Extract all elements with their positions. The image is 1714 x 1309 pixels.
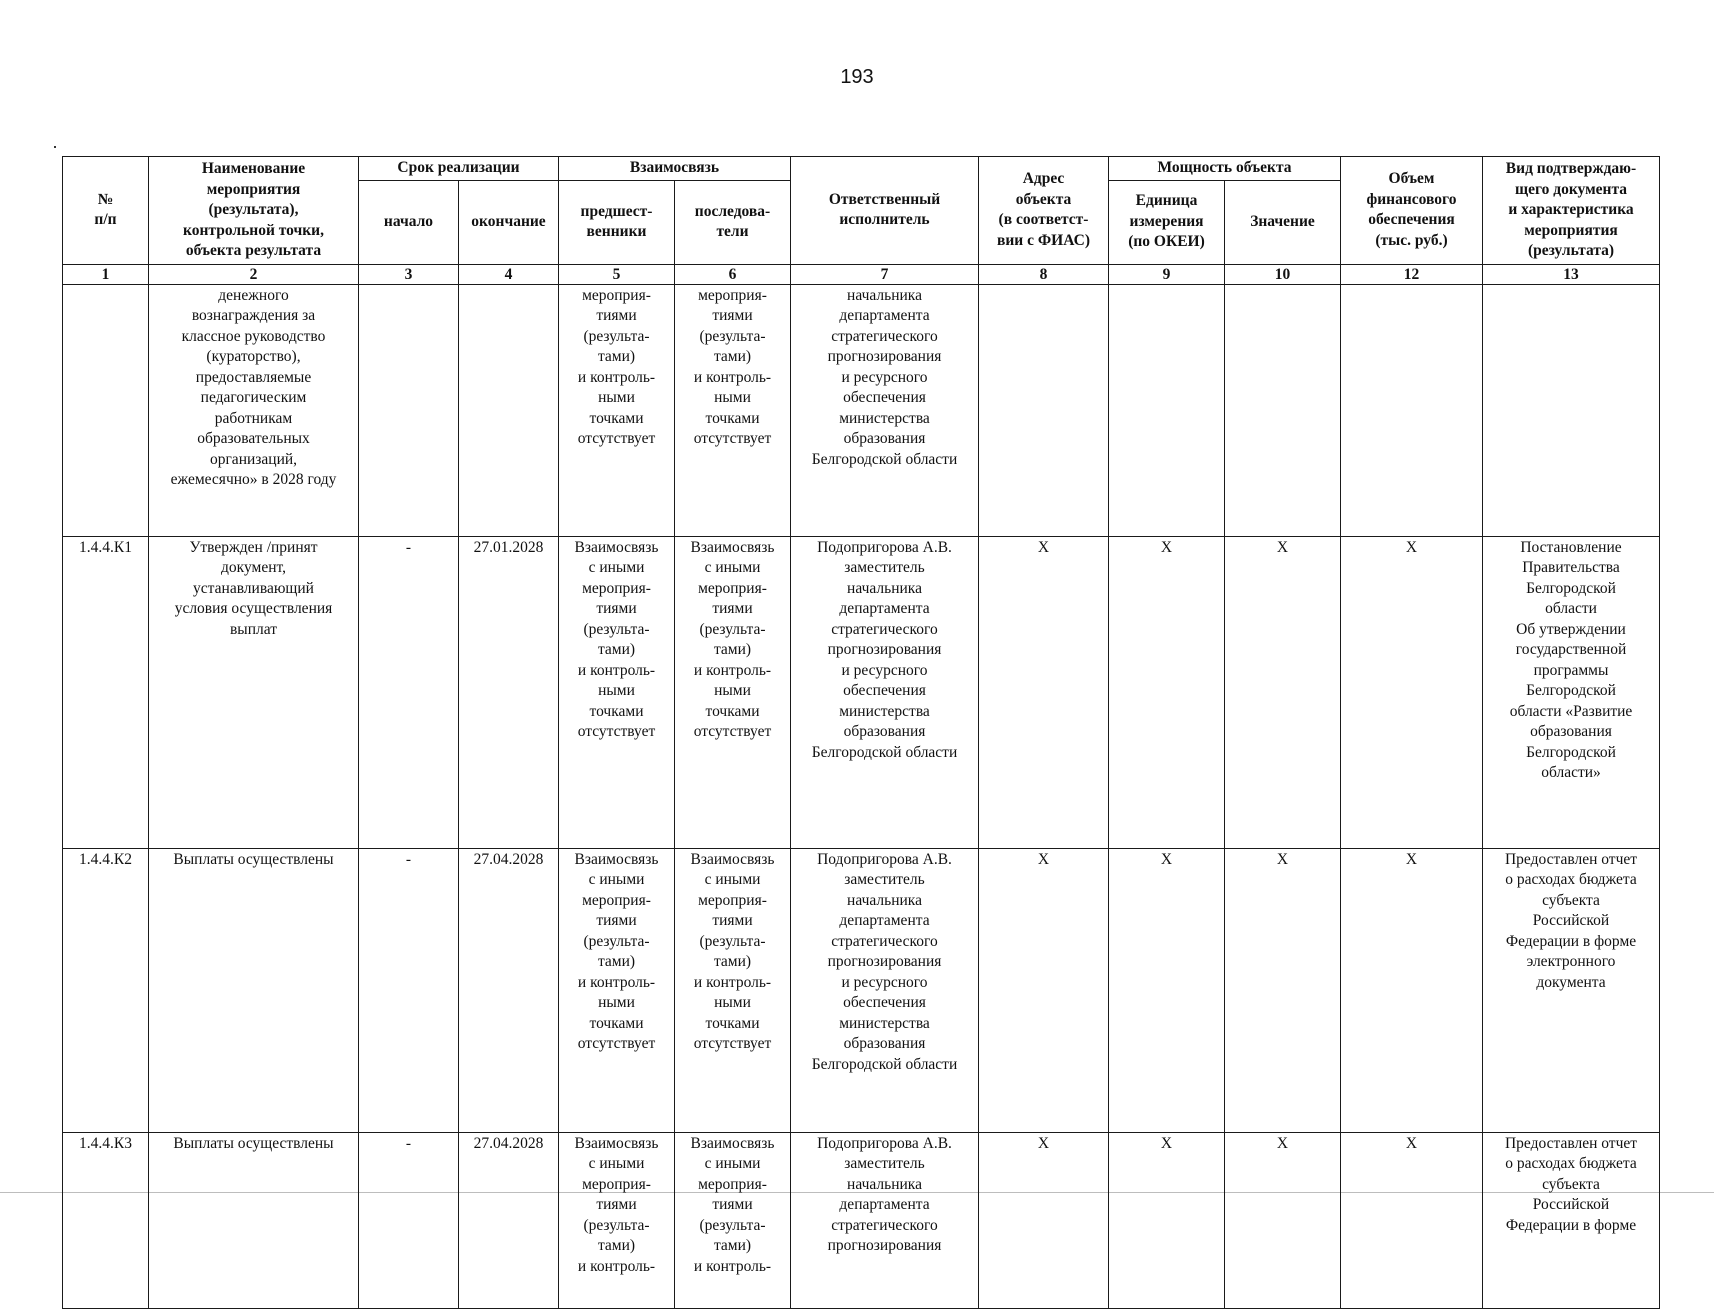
responsible-executor [791, 1132, 979, 1308]
activity-name [149, 1132, 359, 1308]
text-line: субъекта [1542, 1175, 1600, 1193]
text-line: образования [843, 723, 926, 740]
text-line: Белгородской области [811, 743, 958, 761]
text-line: устанавливающий [193, 579, 314, 597]
text-line: тиями [596, 600, 637, 617]
text-line: точками [589, 1014, 644, 1032]
column-number: 5 [559, 264, 675, 284]
table-row [63, 1132, 1660, 1308]
text-line: Белгородской [1526, 579, 1616, 597]
text-line: области [1545, 600, 1597, 617]
text-line: и контроль- [693, 661, 772, 679]
text-line: тами) [597, 641, 636, 658]
header-term-group: Срок реализации [359, 157, 559, 181]
link-predecessors [559, 1132, 675, 1308]
text-line: образования [843, 430, 926, 447]
header-row-1 [63, 157, 1660, 181]
text-line: Федерации в форме [1505, 932, 1637, 950]
finance-volume: Х [1341, 1132, 1483, 1308]
text-line: мероприя- [582, 579, 651, 597]
text-line: и контроль- [577, 973, 656, 991]
text-line: заместитель [844, 1155, 925, 1172]
capacity-value: Х [1225, 536, 1341, 848]
confirming-document [1483, 848, 1660, 1132]
text-line: (результа- [583, 620, 650, 638]
column-number: 4 [459, 264, 559, 284]
table-body [63, 284, 1660, 1308]
text-line: (результа- [583, 1216, 650, 1234]
finance-volume: Х [1341, 536, 1483, 848]
text-line: тиями [596, 307, 637, 324]
link-successors [675, 848, 791, 1132]
text-line: тами) [713, 953, 752, 970]
confirming-document [1483, 1132, 1660, 1308]
page-number: 193 [840, 66, 874, 88]
text-line: и ресурсного [841, 661, 928, 679]
activities-table [62, 156, 1660, 1309]
text-line: отсутствует [577, 723, 656, 740]
responsible-executor [791, 848, 979, 1132]
text-line: области» [1541, 764, 1601, 781]
text-line: Ответственный [828, 190, 941, 208]
object-address: Х [979, 1132, 1109, 1308]
text-line: тами) [597, 348, 636, 365]
header-doc-type [1483, 157, 1660, 265]
text-line: работникам [214, 409, 293, 427]
text-line: (результа- [583, 932, 650, 950]
text-line: обеспечения [843, 682, 926, 699]
text-line: образования [843, 1035, 926, 1052]
object-address [979, 284, 1109, 536]
text-line: Постановление [1520, 538, 1622, 556]
text-line: Предоставлен отчет [1504, 850, 1638, 868]
text-line: (результата) [1527, 242, 1615, 259]
text-line: финансового [1366, 190, 1457, 208]
text-line: Взаимосвязь [690, 1134, 775, 1152]
link-successors [675, 536, 791, 848]
capacity-unit: Х [1109, 536, 1225, 848]
text-line: (результа- [699, 1216, 766, 1234]
text-line: предшест- [580, 202, 653, 220]
text-line: Белгородской области [811, 450, 958, 468]
text-line: с иными [588, 871, 645, 888]
text-line: области «Развитие [1509, 702, 1633, 720]
text-line: и ресурсного [841, 368, 928, 386]
column-number: 9 [1109, 264, 1225, 284]
text-line: государственной [1515, 641, 1627, 658]
text-line: тами) [713, 641, 752, 658]
text-line: ными [598, 389, 635, 406]
text-line: прогнозирования [827, 348, 942, 365]
text-line: организаций, [209, 450, 298, 468]
table-row [63, 284, 1660, 536]
text-line: Выплаты осуществлены [173, 1134, 334, 1152]
table-row [63, 848, 1660, 1132]
column-number: 12 [1341, 264, 1483, 284]
text-line: (кураторство), [206, 348, 301, 365]
text-line: объекта результата [185, 242, 322, 259]
capacity-unit: Х [1109, 1132, 1225, 1308]
text-line: отсутствует [693, 430, 772, 447]
text-line: Выплаты осуществлены [173, 850, 334, 868]
text-line: выплат [229, 620, 277, 638]
column-number: 1 [63, 264, 149, 284]
scan-dot [54, 146, 56, 148]
text-line: обеспечения [843, 389, 926, 406]
text-line: Взаимосвязь [690, 850, 775, 868]
text-line: Вид подтверждаю- [1505, 160, 1637, 177]
row-number: 1.4.4.К1 [63, 536, 149, 848]
text-line: Об утверждении [1516, 620, 1626, 638]
header-term-start: начало [359, 180, 459, 264]
text-line: точками [705, 409, 760, 427]
text-line: вознаграждения за [191, 307, 316, 324]
text-line: Единица [1135, 192, 1198, 210]
text-line: программы [1533, 661, 1609, 679]
term-end: 27.01.2028 [459, 536, 559, 848]
text-line: денежного [218, 286, 289, 304]
text-line: объекта [1015, 190, 1072, 208]
text-line: (результа- [699, 327, 766, 345]
text-line: обеспечения [843, 994, 926, 1011]
text-line: Подопригорова А.В. [817, 850, 952, 868]
column-number: 13 [1483, 264, 1660, 284]
text-line: стратегического [831, 327, 938, 345]
text-line: Федерации в форме [1505, 1216, 1637, 1234]
text-line: вии с ФИАС) [996, 231, 1090, 249]
text-line: и контроль- [577, 1257, 656, 1275]
text-line: тами) [713, 1237, 752, 1254]
row-number: 1.4.4.К3 [63, 1132, 149, 1308]
text-line: Адрес [1022, 170, 1065, 188]
text-line: предоставляемые [195, 368, 312, 386]
text-line: и контроль- [693, 1257, 772, 1275]
text-line: Взаимосвязь [690, 538, 775, 556]
text-line: министерства [839, 1014, 930, 1032]
text-line: (результа- [699, 932, 766, 950]
row-number: 1.4.4.К2 [63, 848, 149, 1132]
term-end [459, 284, 559, 536]
text-line: Подопригорова А.В. [817, 538, 952, 556]
text-line: Белгородской [1526, 682, 1616, 699]
text-line: министерства [839, 409, 930, 427]
text-line: измерения [1129, 212, 1204, 230]
text-line: стратегического [831, 1216, 938, 1234]
link-successors [675, 1132, 791, 1308]
text-line: начальника [847, 579, 922, 597]
capacity-value: Х [1225, 848, 1341, 1132]
text-line: контрольной точки, [183, 221, 324, 239]
text-line: с иными [588, 1155, 645, 1172]
text-line: (результата), [208, 201, 299, 218]
text-line: образовательных [197, 430, 310, 447]
term-start [359, 284, 459, 536]
link-predecessors [559, 284, 675, 536]
text-line: с иными [588, 559, 645, 576]
column-number: 3 [359, 264, 459, 284]
text-line: обеспечения [1368, 211, 1455, 229]
text-line: отсутствует [577, 1035, 656, 1052]
column-number: 2 [149, 264, 359, 284]
text-line: начальника [847, 891, 922, 909]
text-line: точками [589, 409, 644, 427]
text-line: с иными [704, 871, 761, 888]
link-predecessors [559, 848, 675, 1132]
term-end: 27.04.2028 [459, 848, 559, 1132]
text-line: точками [705, 1014, 760, 1032]
text-line: мероприя- [582, 891, 651, 909]
text-line: мероприя- [698, 286, 767, 304]
text-line: отсутствует [693, 1035, 772, 1052]
text-line: ными [598, 994, 635, 1011]
column-number: 6 [675, 264, 791, 284]
text-line: и контроль- [577, 368, 656, 386]
capacity-value [1225, 284, 1341, 536]
term-start: - [359, 848, 459, 1132]
header-capacity-group: Мощность объекта [1109, 157, 1341, 181]
text-line: ными [714, 682, 751, 699]
text-line: Белгородской [1526, 743, 1616, 761]
text-line: департамента [839, 307, 930, 324]
text-line: тиями [712, 600, 753, 617]
link-predecessors [559, 536, 675, 848]
column-number: 8 [979, 264, 1109, 284]
header-address [979, 157, 1109, 265]
header-link-group: Взаимосвязь [559, 157, 791, 181]
confirming-document [1483, 284, 1660, 536]
activity-name [149, 848, 359, 1132]
activity-name [149, 284, 359, 536]
text-line: и ресурсного [841, 973, 928, 991]
text-line: мероприятия [206, 180, 301, 198]
header-responsible [791, 157, 979, 265]
text-line: департамента [839, 600, 930, 617]
column-number: 7 [791, 264, 979, 284]
text-line: исполнитель [839, 211, 930, 229]
column-number: 10 [1225, 264, 1341, 284]
header-num [63, 157, 149, 265]
header-link-next [675, 180, 791, 264]
text-line: Взаимосвязь [574, 1134, 659, 1152]
text-line: мероприя- [698, 1175, 767, 1193]
text-line: последова- [694, 202, 771, 220]
text-line: тами) [713, 348, 752, 365]
text-line: Утвержден /принят [189, 538, 318, 556]
text-line: документа [1536, 973, 1606, 991]
text-line: тами) [597, 953, 636, 970]
text-line: щего документа [1514, 180, 1627, 198]
text-line: (результа- [583, 327, 650, 345]
text-line: электронного [1526, 953, 1616, 970]
text-line: (тыс. руб.) [1375, 231, 1448, 249]
text-line: Объем [1388, 170, 1435, 188]
text-line: министерства [839, 702, 930, 720]
text-line: Подопригорова А.В. [817, 1134, 952, 1152]
header-capacity-value: Значение [1225, 180, 1341, 264]
text-line: мероприя- [582, 286, 651, 304]
term-start: - [359, 1132, 459, 1308]
link-successors [675, 284, 791, 536]
text-line: тиями [712, 912, 753, 929]
text-line: классное руководство [181, 327, 326, 345]
text-line: Наименование [201, 160, 306, 177]
text-line: ными [598, 682, 635, 699]
row-number [63, 284, 149, 536]
text-line: отсутствует [577, 430, 656, 447]
activity-name [149, 536, 359, 848]
text-line: п/п [94, 211, 117, 229]
text-line: мероприятия [1524, 221, 1618, 239]
header-name [149, 157, 359, 265]
text-line: тами) [597, 1237, 636, 1254]
text-line: Предоставлен отчет [1504, 1134, 1638, 1152]
finance-volume: Х [1341, 848, 1483, 1132]
text-line: Взаимосвязь [574, 850, 659, 868]
text-line: тиями [712, 1196, 753, 1213]
header-link-prev [559, 180, 675, 264]
text-line: (по ОКЕИ) [1128, 233, 1205, 251]
text-line: тели [716, 223, 749, 240]
capacity-unit [1109, 284, 1225, 536]
object-address: Х [979, 848, 1109, 1132]
text-line: точками [589, 702, 644, 720]
text-line: субъекта [1542, 891, 1600, 909]
confirming-document [1483, 536, 1660, 848]
text-line: заместитель [844, 871, 925, 888]
text-line: и контроль- [577, 661, 656, 679]
text-line: Российской [1532, 912, 1610, 929]
finance-volume [1341, 284, 1483, 536]
header-capacity-unit [1109, 180, 1225, 264]
text-line: точками [705, 702, 760, 720]
text-line: документ, [221, 559, 286, 576]
capacity-unit: Х [1109, 848, 1225, 1132]
text-line: педагогическим [200, 389, 307, 406]
text-line: и контроль- [693, 368, 772, 386]
text-line: заместитель [844, 559, 925, 576]
responsible-executor [791, 536, 979, 848]
text-line: департамента [839, 912, 930, 929]
text-line: Правительства [1522, 559, 1620, 576]
text-line: прогнозирования [827, 953, 942, 970]
text-line: ными [714, 389, 751, 406]
text-line: и контроль- [693, 973, 772, 991]
text-line: с иными [704, 1155, 761, 1172]
text-line: Белгородской области [811, 1055, 958, 1073]
text-line: прогнозирования [827, 1237, 942, 1254]
text-line: условия осуществления [174, 600, 333, 617]
term-start: - [359, 536, 459, 848]
text-line: ежемесячно» в 2028 году [170, 471, 337, 488]
text-line: № [97, 190, 114, 208]
text-line: департамента [839, 1196, 930, 1213]
responsible-executor [791, 284, 979, 536]
text-line: тиями [712, 307, 753, 324]
text-line: ными [714, 994, 751, 1011]
table-row [63, 536, 1660, 848]
text-line: Российской [1532, 1196, 1610, 1213]
text-line: (результа- [699, 620, 766, 638]
text-line: с иными [704, 559, 761, 576]
text-line: (в соответст- [998, 211, 1089, 229]
text-line: стратегического [831, 620, 938, 638]
text-line: тиями [596, 1196, 637, 1213]
text-line: начальника [847, 286, 922, 304]
column-numbers-row [63, 264, 1660, 284]
text-line: и характеристика [1508, 201, 1634, 218]
capacity-value: Х [1225, 1132, 1341, 1308]
text-line: мероприя- [582, 1175, 651, 1193]
text-line: прогнозирования [827, 641, 942, 658]
text-line: мероприя- [698, 579, 767, 597]
text-line: о расходах бюджета [1505, 1155, 1637, 1172]
header-term-end: окончание [459, 180, 559, 264]
text-line: Взаимосвязь [574, 538, 659, 556]
text-line: отсутствует [693, 723, 772, 740]
text-line: о расходах бюджета [1505, 871, 1637, 888]
term-end: 27.04.2028 [459, 1132, 559, 1308]
object-address: Х [979, 536, 1109, 848]
text-line: образования [1530, 723, 1612, 740]
text-line: стратегического [831, 932, 938, 950]
text-line: тиями [596, 912, 637, 929]
text-line: начальника [847, 1175, 922, 1193]
header-finance [1341, 157, 1483, 265]
text-line: мероприя- [698, 891, 767, 909]
text-line: венники [586, 223, 647, 240]
